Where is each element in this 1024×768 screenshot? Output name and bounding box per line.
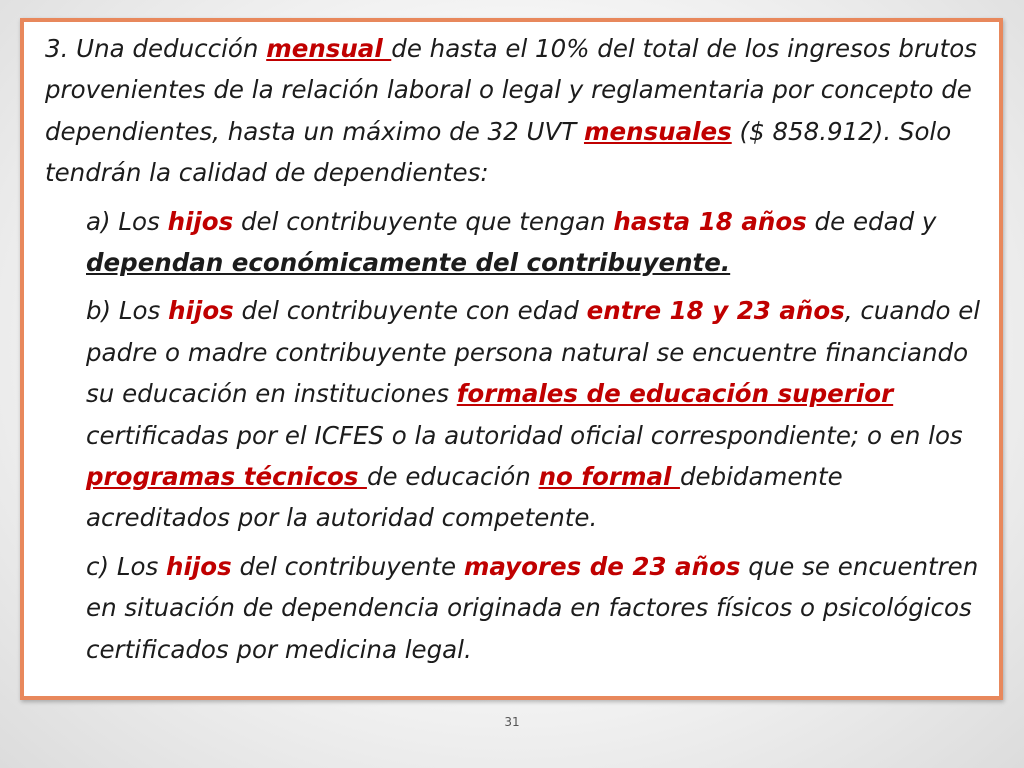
item-b-text-1: b) Los (86, 296, 169, 326)
item-a-text-3: de edad y (806, 206, 937, 236)
item-a-text-1: a) Los (86, 206, 168, 236)
item-a-bold-dependan: dependan económicamente del contribuyente. (86, 248, 731, 278)
item-b-text-6: debidamente acreditados por la autoridad competente. (86, 462, 843, 533)
paragraph-item-c (86, 546, 985, 670)
page-number: 31 (504, 715, 520, 729)
paragraph-item-3 (45, 28, 985, 194)
item3-highlight-mensual: mensual (266, 34, 392, 63)
item-a-text-2: del contribuyente que tengan (233, 206, 614, 236)
item-c-highlight-hijos: hijos (166, 551, 232, 581)
item-b-text-2: del contribuyente con edad (233, 296, 587, 326)
paragraph-item-a (86, 201, 985, 284)
item-b-highlight-hijos: hijos (168, 296, 234, 326)
item-c-text-3: que se encuentren en situación de dependencia originada en factores físicos o psicológicos certificados por medicina legal. (86, 551, 979, 664)
item-b-highlight-no-formal: no formal (538, 462, 680, 492)
item-b-highlight-programas: programas técnicos (86, 462, 367, 492)
item-b-text-3: , cuando el padre o madre contribuyente persona natural se encuentre financiando su educación en instituciones (86, 296, 981, 409)
item3-text-2: de hasta el 10% del total de los ingresos brutos provenientes de la relación laboral o legal y reglamentaria por concepto de dependientes, hasta un máximo de 32 UVT (45, 34, 977, 146)
item-b-highlight-age: entre 18 y 23 años (586, 296, 845, 326)
item-c-text-2: del contribuyente (231, 551, 464, 581)
item-b-text-5: de educación (366, 462, 539, 492)
item-c-highlight-age: mayores de 23 años (463, 551, 741, 581)
item3-highlight-mensuales: mensuales (583, 116, 732, 146)
item-a-highlight-hijos: hijos (167, 206, 234, 236)
item-c-text-1: c) Los (86, 551, 167, 581)
item-b-text-4: certificadas por el ICFES o la autoridad oficial correspondiente; o en los (86, 420, 963, 450)
item-b-highlight-formales: formales de educación superior (456, 379, 894, 409)
item-a-highlight-age: hasta 18 años (613, 206, 807, 236)
paragraph-item-b (86, 290, 985, 538)
slide-frame (20, 18, 1003, 700)
slide-body (45, 28, 985, 670)
item3-text-1: 3. Una deducción (45, 34, 267, 63)
item3-text-3: ($ 858.912). Solo tendrán la calidad de dependientes: (45, 116, 952, 188)
